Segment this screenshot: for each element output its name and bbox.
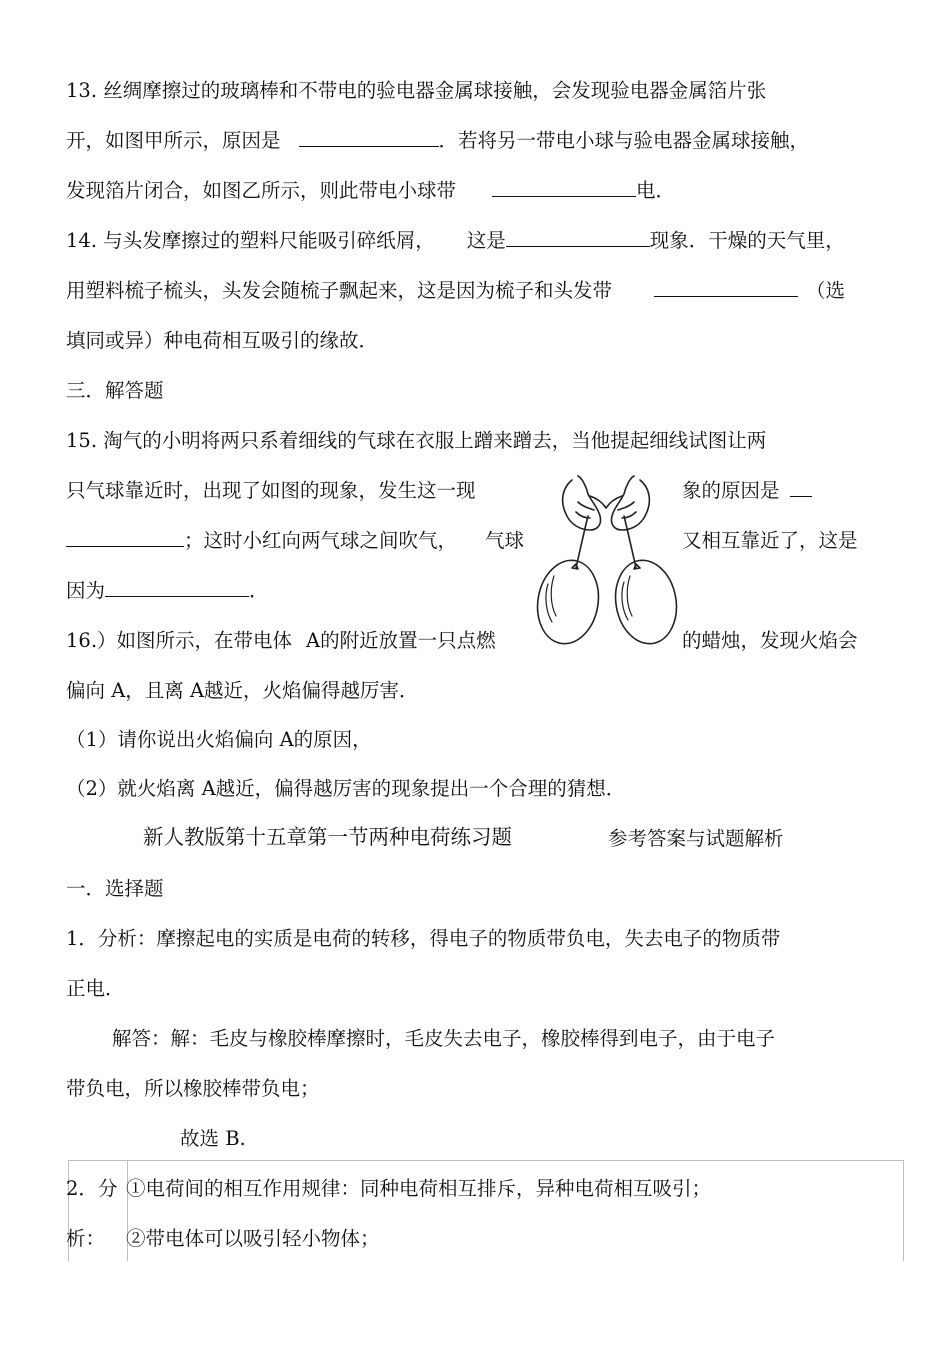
q14-blank-2[interactable] — [654, 278, 798, 297]
right-hand — [611, 476, 649, 530]
q14-line-2: 用塑料梳子梳头，头发会随梳子飘起来，这是因为梳子和头发带 （选 — [66, 279, 846, 302]
q15-line-1: 15. 淘气的小明将两只系着细线的气球在衣服上蹭来蹭去，当他提起细线试图让两 — [66, 429, 767, 452]
q16-line-2: 偏向 A，且离 A越近，火焰偏得越厉害． — [66, 679, 419, 702]
a1-line-3: 解答：解：毛皮与橡胶棒摩擦时，毛皮失去电子，橡胶棒得到电子，由于电子 — [112, 1027, 776, 1050]
a2-label-2: 析： — [66, 1227, 106, 1250]
q13-blank-2[interactable] — [492, 178, 636, 197]
a1-line-2: 正电． — [66, 977, 125, 1000]
right-balloon — [609, 555, 682, 648]
a1-line-1: 1．分析：摩擦起电的实质是电荷的转移，得电子的物质带负电，失去电子的物质带 — [66, 927, 781, 950]
section-3-heading: 三．解答题 — [66, 379, 164, 402]
answer-subtitle: 参考答案与试题解析 — [608, 827, 784, 850]
left-balloon — [532, 555, 605, 648]
q13-line-1: 13. 丝绸摩擦过的玻璃棒和不带电的验电器金属球接触，会发现验电器金属箔片张 — [66, 79, 767, 102]
a2-point-2: ②带电体可以吸引轻小物体； — [126, 1227, 380, 1250]
q13-line-3: 发现箔片闭合，如图乙所示，则此带电小球带 电． — [66, 179, 676, 202]
section-1-heading: 一．选择题 — [66, 877, 164, 900]
a2-point-1: ①电荷间的相互作用规律：同种电荷相互排斥，异种电荷相互吸引； — [126, 1177, 712, 1200]
answer-title: 新人教版第十五章第一节两种电荷练习题 — [143, 825, 512, 849]
a2-label-1: 2．分 — [66, 1177, 118, 1200]
q15-blank-2[interactable] — [105, 578, 249, 597]
q15-line-3: ；这时小红向两气球之间吹气， 气球 — [66, 528, 524, 554]
left-hand — [563, 476, 601, 530]
q15-line-3-right: 又相互靠近了，这是 — [682, 529, 858, 552]
q13-line-2: 开，如图甲所示，原因是 ．若将另一带电小球与验电器金属球接触， — [66, 129, 810, 152]
left-string — [576, 516, 588, 568]
q14-line-1: 14. 与头发摩擦过的塑料尺能吸引碎纸屑， 这是 现象．干燥的天气里， — [66, 229, 845, 252]
q14-line-3: 填同或异）种电荷相互吸引的缘故． — [66, 329, 379, 352]
balloons-figure — [532, 472, 682, 658]
q15-line-2-right: 象的原因是 — [682, 478, 812, 504]
q14-blank-1[interactable] — [506, 228, 650, 247]
q15-blank-1a[interactable] — [790, 478, 812, 497]
right-string — [624, 516, 636, 568]
q16-sub-2: （2）就火焰离 A越近，偏得越厉害的现象提出一个合理的猜想． — [66, 777, 626, 800]
a1-line-4: 带负电，所以橡胶棒带负电； — [66, 1077, 320, 1100]
a1-line-5: 故选 B. — [180, 1127, 246, 1150]
q15-line-4: 因为 ． — [66, 579, 269, 602]
q16-line-1: 16.）如图所示，在带电体 A的附近放置一只点燃 — [66, 629, 496, 652]
q16-sub-1: （1）请你说出火焰偏向 A的原因， — [66, 728, 372, 751]
q16-line-1-right: 的蜡烛，发现火焰会 — [682, 629, 858, 652]
q15-line-2: 只气球靠近时，出现了如图的现象，发生这一现 — [66, 479, 476, 502]
q13-blank-1[interactable] — [299, 128, 439, 147]
q15-blank-1b[interactable] — [66, 528, 184, 547]
